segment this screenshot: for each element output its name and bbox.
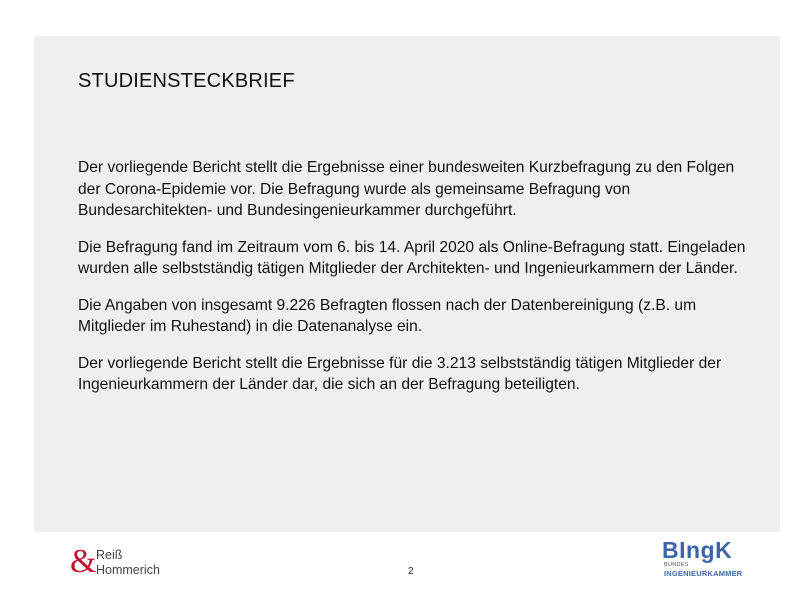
paragraph-2: Die Befragung fand im Zeitraum vom 6. bis 14. April 2020 als Online-Befragung statt. Eingeladen wurden alle selbstständig tätigen Mitglieder der Architekten- und Ingenieurkammern der Länder.: [78, 238, 746, 277]
bingk-bundes-label: BUNDES: [664, 562, 689, 568]
paragraph-4: Der vorliegende Bericht stellt die Ergebnisse für die 3.213 selbstständig tätigen Mitglieder der Ingenieurkammern der Länder dar, die sich an der Befragung beteiligten.: [78, 354, 722, 393]
logo-name-line2: Hommerich: [96, 563, 160, 577]
reiss-hommerich-logo: [70, 543, 200, 588]
bingk-subtitle: INGENIEURKAMMER: [664, 569, 743, 578]
page-number: 2: [408, 566, 414, 577]
logo-name-line1: Reiß: [96, 548, 123, 562]
paragraph-3: Die Angaben von insgesamt 9.226 Befragten flossen nach der Datenbereinigung (z.B. um Mitglieder im Ruhestand) in die Datenanalyse ein.: [78, 296, 697, 335]
ampersand-logo-mark: &: [70, 543, 97, 580]
slide-title: STUDIENSTECKBRIEF: [78, 70, 295, 92]
bingk-wordmark: BIngK: [662, 537, 733, 563]
slide-body: [78, 157, 758, 411]
bingk-logo: [662, 538, 752, 582]
paragraph-1: Der vorliegende Bericht stellt die Ergebnisse einer bundesweiten Kurzbefragung zu den Folgen der Corona-Epidemie vor. Die Befragung wurde als gemeinsame Befragung von Bundesarchitekten- und Bundesingenieurkammer durchgeführt.: [78, 159, 735, 219]
